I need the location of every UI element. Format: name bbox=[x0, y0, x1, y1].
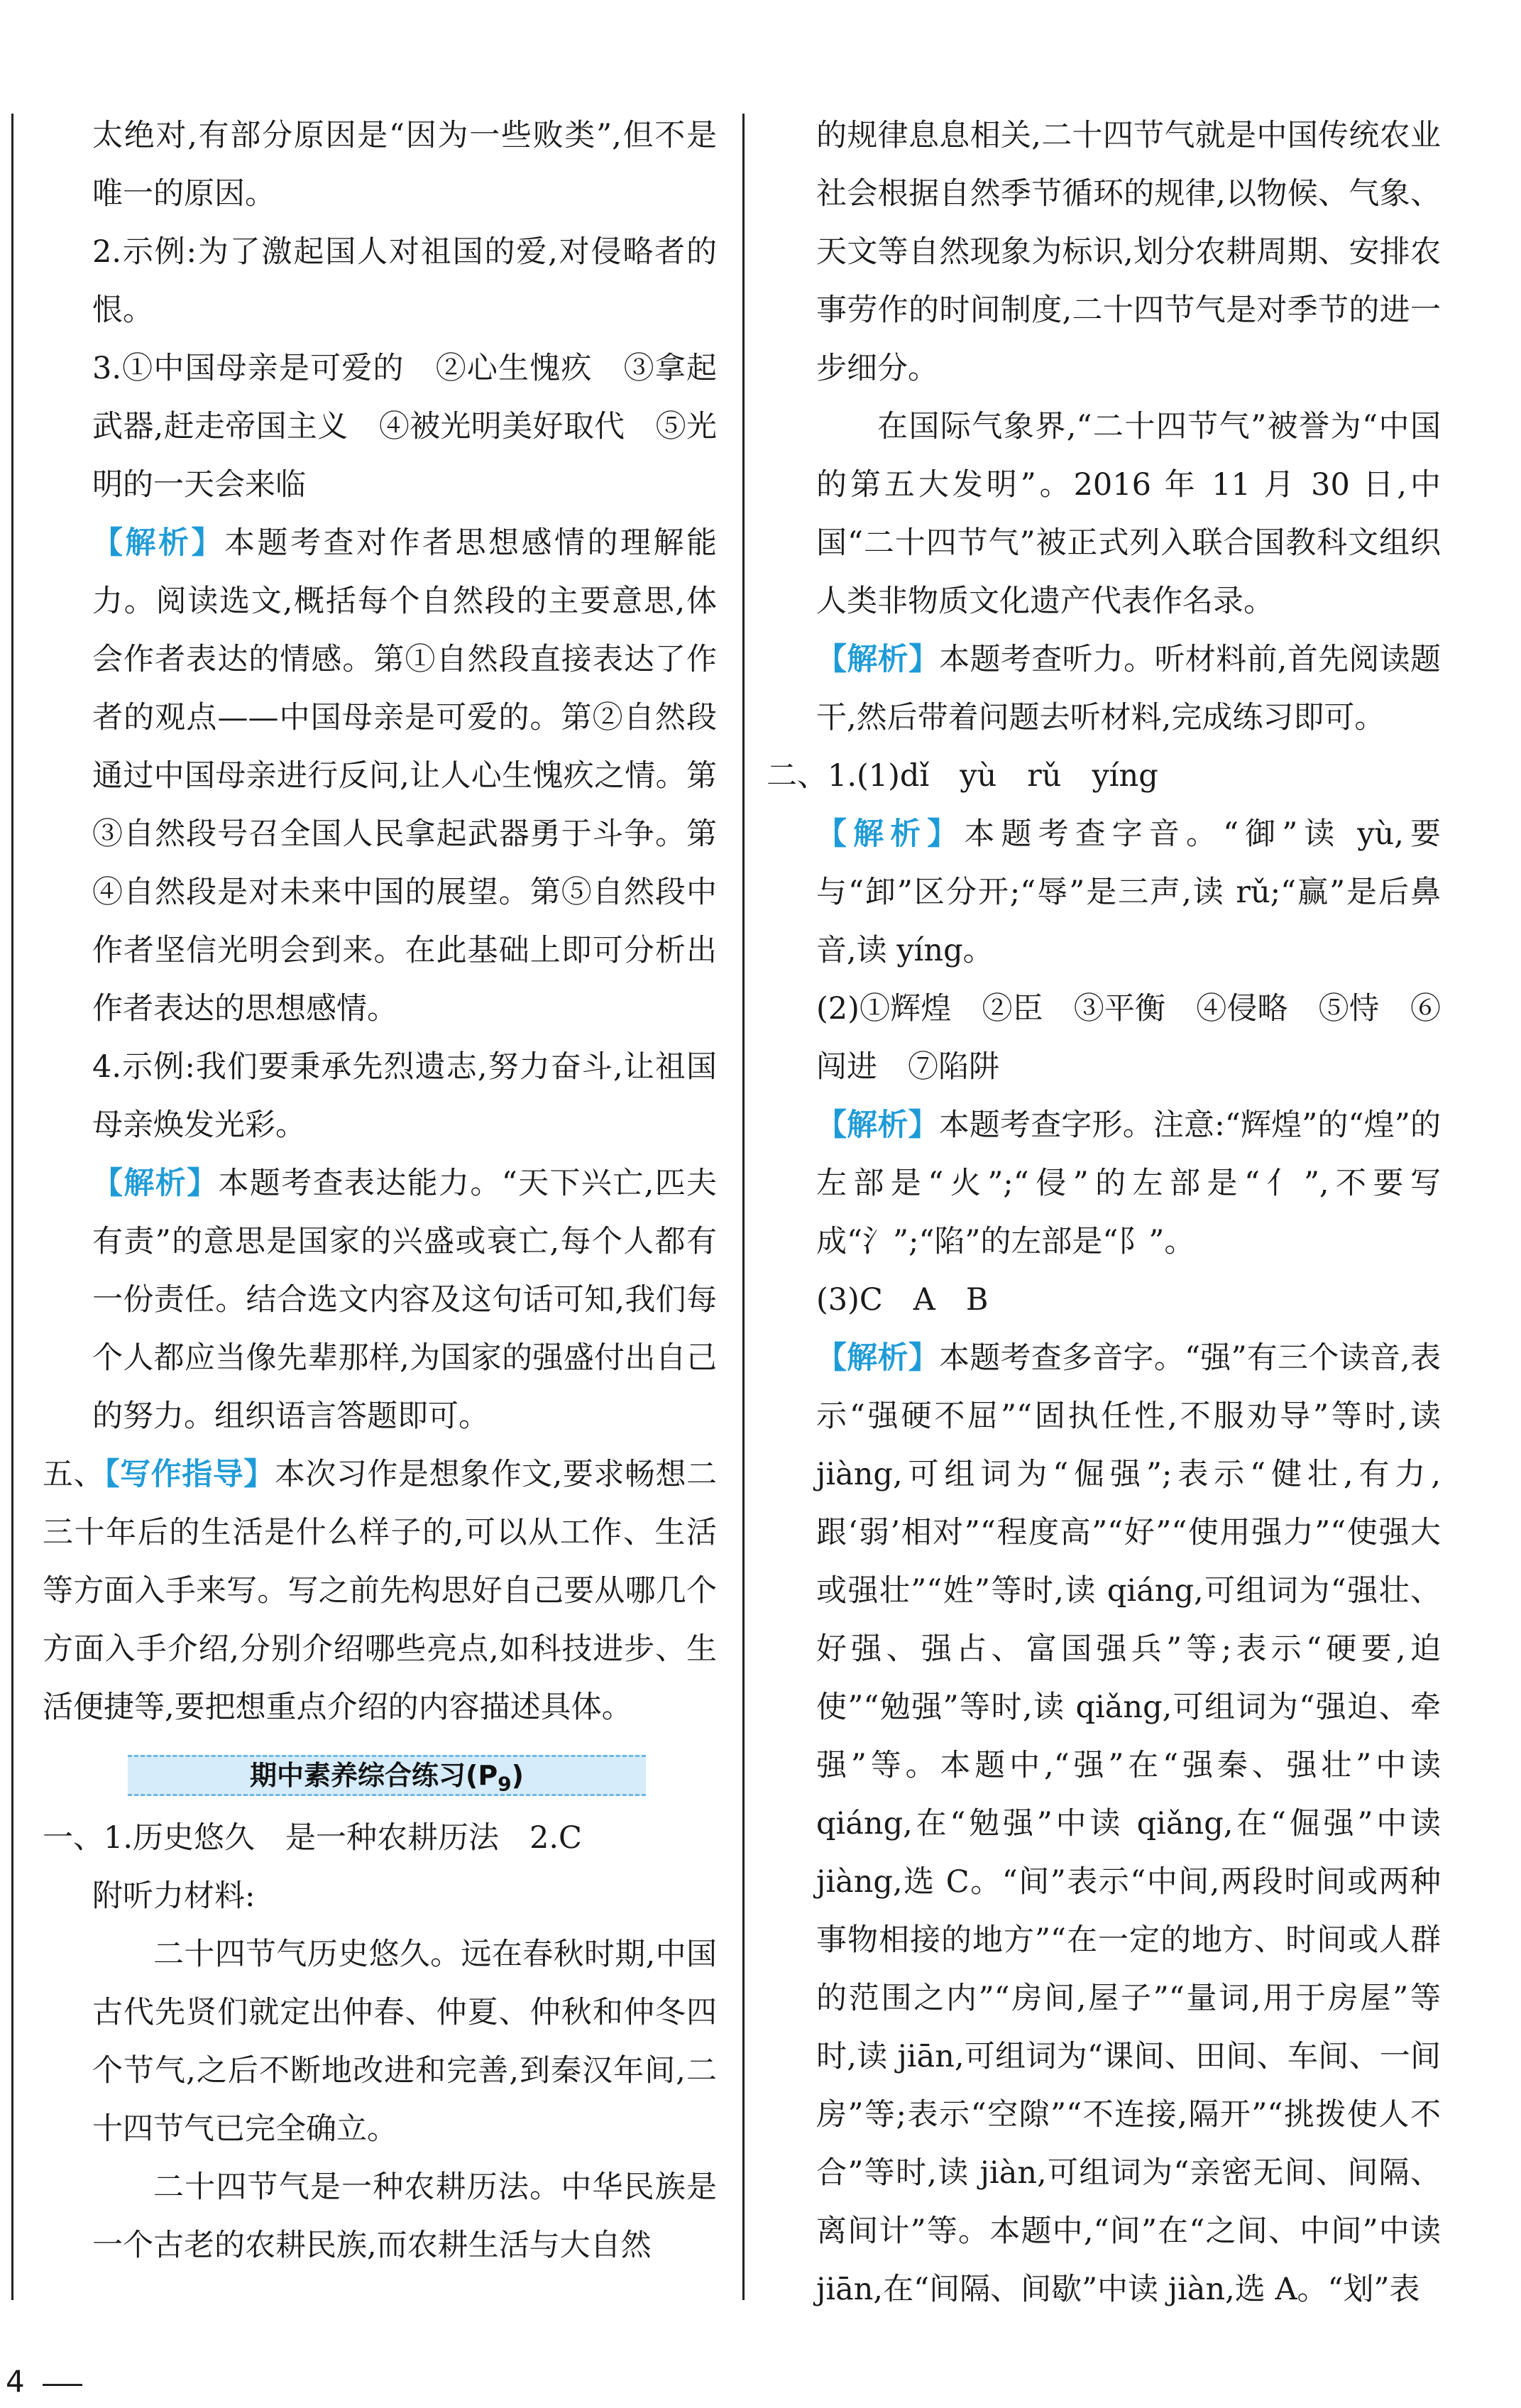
section-title bbox=[128, 1755, 646, 1796]
analysis-paragraph bbox=[92, 514, 717, 1038]
section-item bbox=[43, 1809, 717, 1867]
answer-item bbox=[92, 339, 717, 514]
paragraph-text: 太绝对,有部分原因是“因为一些败类”,但不是唯一的原因。 bbox=[92, 118, 717, 212]
paragraph-text: 本题考查对作者思想感情的理解能力。阅读选文,概括每个自然段的主要意思,体会作者表达的情感。第①自然段直接表达了作者的观点——中国母亲是可爱的。第②自然段通过中国母亲进行反问,让人心生愧疚之情。第③自然段号召全国人民拿起武器勇于斗争。第④自然段是对未来中国的展望。第⑤自然段中作者坚信光明会到来。在此基础上即可分析出作者表达的思想感情。 bbox=[92, 525, 717, 1027]
analysis-paragraph bbox=[92, 1154, 717, 1445]
section-item bbox=[767, 747, 1441, 805]
analysis-paragraph bbox=[816, 630, 1441, 747]
answer-item bbox=[816, 980, 1441, 1096]
paragraph-text: (2)①辉煌 ②臣 ③平衡 ④侵略 ⑤恃 ⑥闯进 ⑦陷阱 bbox=[816, 991, 1441, 1085]
paragraph-text: 1.(1)dǐ yù rǔ yíng bbox=[828, 758, 1158, 794]
right-column bbox=[767, 106, 1442, 2319]
paragraph-text: 本题考查字形。注意:“辉煌”的“煌”的左部是“火”;“侵”的左部是“亻”,不要写成“氵”;“陷”的左部是“阝”。 bbox=[816, 1107, 1442, 1259]
analysis-paragraph bbox=[816, 805, 1441, 980]
paragraph-text: 附听力材料: bbox=[92, 1878, 256, 1914]
section-title-close: ) bbox=[511, 1760, 525, 1791]
analysis-paragraph bbox=[816, 1096, 1441, 1271]
answer-item bbox=[816, 106, 1441, 398]
section-number: 五、 bbox=[43, 1457, 105, 1492]
section-number: 一、 bbox=[43, 1820, 104, 1856]
answer-item bbox=[92, 223, 717, 339]
paragraph-text: 二十四节气历史悠久。远在春秋时期,中国古代先贤们就定出仲春、仲夏、仲秋和仲冬四个节气,之后不断地改进和完善,到秦汉年间,二十四节气已完全确立。 bbox=[92, 1937, 717, 2147]
analysis-label: 【解析】 bbox=[92, 1166, 219, 1201]
paragraph-text: 4.示例:我们要秉承先烈遗志,努力奋斗,让祖国母亲焕发光彩。 bbox=[92, 1049, 717, 1143]
analysis-label: 【解析】 bbox=[816, 1340, 940, 1376]
paragraph-text: 本题考查表达能力。“天下兴亡,匹夫有责”的意思是国家的兴盛或衰亡,每个人都有一份责任。结合选文内容及这句话可知,我们每个人都应当像先辈那样,为国家的强盛付出自己的努力。组织语言答题即可。 bbox=[92, 1166, 717, 1434]
paragraph-text: 本题考查多音字。“强”有三个读音,表示“强硬不屈”“固执任性,不服劝导”等时,读 jiàng,可组词为“倔强”;表示“健壮,有力,跟‘弱’相对”“程度高”“好”“使用强力”“使强大或强壮”“姓”等时,读 qiáng,可组词为“强壮、好强、强占、富国强兵”等;表示“硬要,迫使”“勉强”等时,读 qiǎng,可组词为“强迫、牵强”等。本题中,“强”在“强秦、强壮”中读 qiáng,在“勉强”中读 qiǎng,在“倔强”中读 jiàng,选 C。“间”表示“中间,两段时间或两种事物相接的地方”“在一定的地方、时间或人群的范围之内”“房间,屋子”“量词,用于房屋”等时,读 jiān,可组词为“课间、田间、车间、一间房”等;表示“空隙”“不连接,隔开”“挑拨使人不合”等时,读 jiàn,可组词为“亲密无间、间隔、离间计”等。本题中,“间”在“之间、中间”中读 jiān,在“间隔、间歇”中读 jiàn,选 A。“划”表 bbox=[816, 1340, 1442, 2307]
answer-item bbox=[816, 1271, 1441, 1329]
analysis-label: 【解析】 bbox=[92, 525, 224, 561]
page-number: 4 bbox=[6, 2364, 25, 2399]
left-column bbox=[43, 106, 718, 2275]
analysis-label: 【解析】 bbox=[816, 1107, 939, 1143]
answer-item bbox=[92, 1867, 717, 1925]
paragraph-text: (3)C A B bbox=[816, 1282, 989, 1318]
answer-item bbox=[92, 106, 717, 223]
section-title-text: 期中素养综合练习(P bbox=[249, 1760, 498, 1791]
analysis-paragraph bbox=[816, 1329, 1441, 2319]
paragraph-text: 本次习作是想象作文,要求畅想二三十年后的生活是什么样子的,可以从工作、生活等方面入手来写。写之前先构思好自己要从哪几个方面入手介绍,分别介绍哪些亮点,如科技进步、生活便捷等,要把想重点介绍的内容描述具体。 bbox=[43, 1457, 718, 1725]
page-number-dash bbox=[43, 2384, 82, 2386]
section-title-banner bbox=[92, 1751, 717, 1796]
body-paragraph bbox=[92, 2158, 717, 2275]
analysis-label: 【解析】 bbox=[816, 642, 940, 677]
body-paragraph bbox=[92, 1925, 717, 2158]
paragraph-text: 2.示例:为了激起国人对祖国的爱,对侵略者的恨。 bbox=[92, 234, 717, 328]
analysis-label: 【解析】 bbox=[816, 816, 965, 852]
column-divider bbox=[742, 114, 745, 2300]
paragraph-text: 本题考查字音。“御”读 yù,要与“卸”区分开;“辱”是三声,读 rǔ;“赢”是后鼻音,读 yíng。 bbox=[816, 816, 1441, 968]
section-number: 二、 bbox=[767, 758, 828, 794]
paragraph-text: 本题考查听力。听材料前,首先阅读题干,然后带着问题去听材料,完成练习即可。 bbox=[816, 642, 1441, 735]
answer-item bbox=[92, 1038, 717, 1154]
paragraph-text: 二十四节气是一种农耕历法。中华民族是一个古老的农耕民族,而农耕生活与大自然 bbox=[92, 2169, 717, 2263]
paragraph-text: 的规律息息相关,二十四节气就是中国传统农业社会根据自然季节循环的规律,以物候、气象、天文等自然现象为标识,划分农耕周期、安排农事劳作的时间制度,二十四节气是对季节的进一步细分。 bbox=[816, 118, 1441, 386]
section-item bbox=[43, 1445, 717, 1736]
paragraph-text: 3.①中国母亲是可爱的 ②心生愧疚 ③拿起武器,赶走帝国主义 ④被光明美好取代 ⑤光明的一天会来临 bbox=[92, 351, 717, 503]
guide-label: 【写作指导】 bbox=[104, 1457, 275, 1492]
paragraph-text: 在国际气象界,“二十四节气”被誉为“中国的第五大发明”。2016 年 11 月 30 日,中国“二十四节气”被正式列入联合国教科文组织人类非物质文化遗产代表作名录。 bbox=[816, 409, 1441, 619]
paragraph-text: 1.历史悠久 是一种农耕历法 2.C bbox=[104, 1820, 582, 1856]
left-margin-rule bbox=[11, 114, 13, 2300]
body-paragraph bbox=[816, 398, 1441, 630]
section-title-page-sub: 9 bbox=[498, 1772, 512, 1796]
